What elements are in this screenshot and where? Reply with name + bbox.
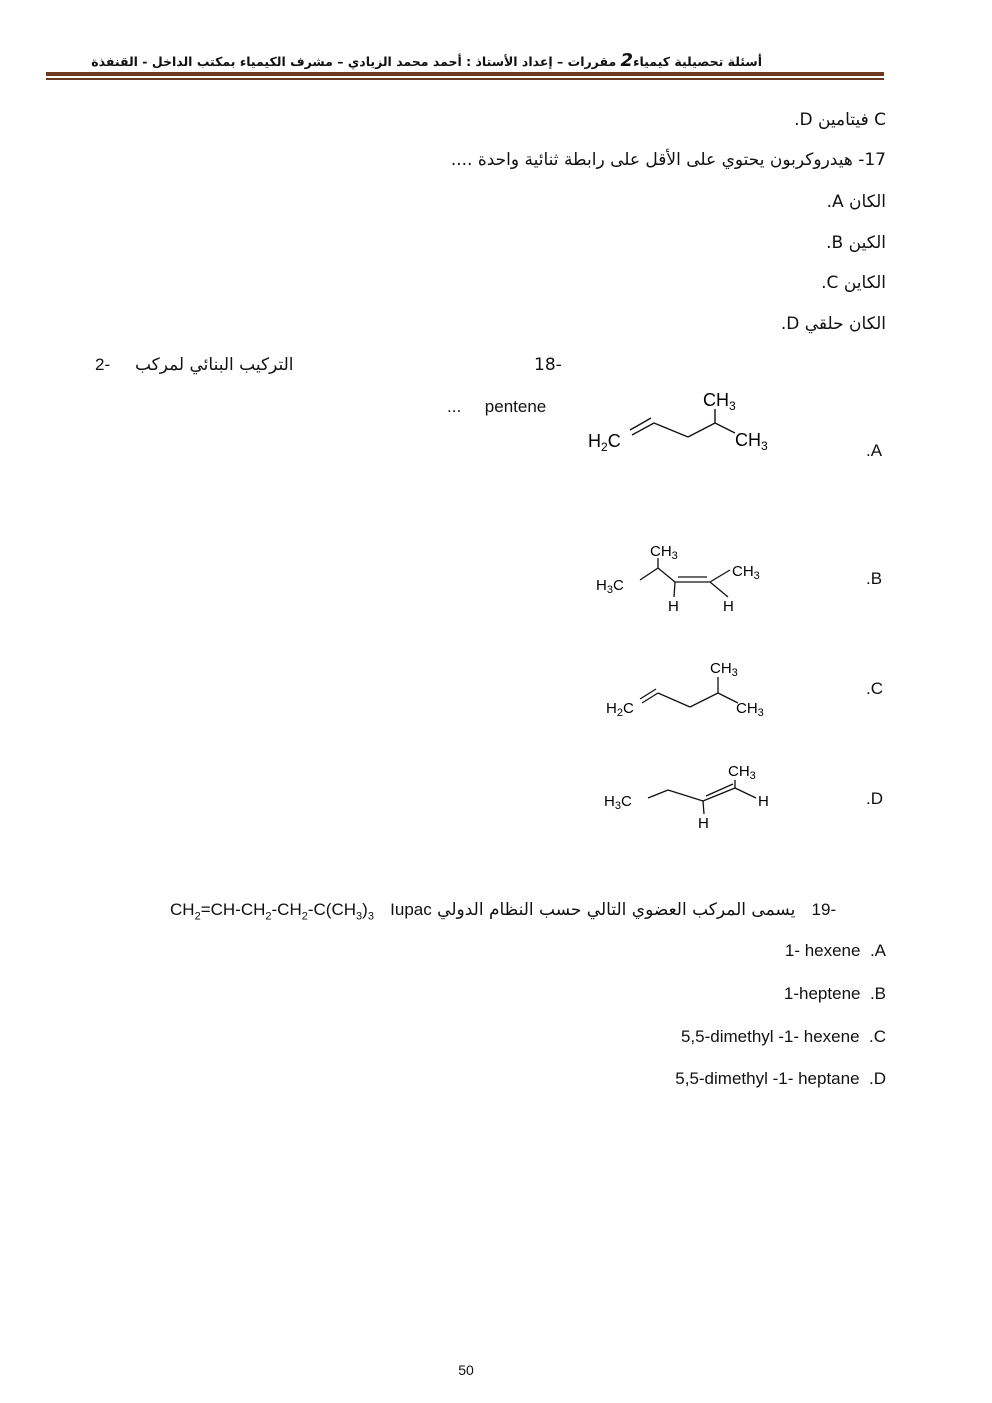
- header-rule-thick: [46, 72, 884, 76]
- header-rule-thin: [46, 78, 884, 80]
- q18-stem-ar: التركيب البنائي لمركب: [134, 355, 294, 375]
- q18-stem: [95, 355, 294, 375]
- struct-d-h-right: H: [758, 793, 769, 810]
- q18-stem-en: pentene: [484, 397, 547, 416]
- q18-ellipsis: ...: [447, 397, 462, 416]
- q18-option-c-label: .C: [866, 679, 883, 698]
- q17-option-b: .B الكين: [826, 233, 886, 253]
- q19-number: 19-: [811, 900, 837, 919]
- q19-iupac: Iupac: [390, 900, 432, 919]
- header-text-after: مقررات – إعداد الأستاذ : أحمد محمد الزيادي – مشرف الكيمياء بمكتب الداخل - القنفذة: [91, 54, 621, 69]
- q19-stem: [170, 900, 836, 922]
- struct-d-h-bottom: H: [698, 815, 709, 832]
- page-number: 50: [458, 1362, 474, 1378]
- q18-stem-prefix: 2-: [95, 355, 111, 374]
- q18-number: 18-: [534, 355, 562, 375]
- q16-option-d: .D فيتامين C: [794, 110, 886, 130]
- struct-a-ch3-top: $CH_3$: [703, 390, 736, 413]
- struct-b-ch3-right: $CH_3$: [732, 563, 760, 582]
- q18-stem-en-line: [447, 397, 546, 417]
- struct-b-ch3-top: $CH_3$: [650, 543, 678, 562]
- q17-option-d: .D الكان حلقي: [780, 314, 886, 334]
- struct-a-h2c: $H_2C$: [588, 431, 621, 454]
- struct-c-h2c: $H_2C$: [606, 700, 634, 719]
- struct-c-ch3-right: $CH_3$: [736, 700, 764, 719]
- q18-structure-a: [580, 385, 790, 460]
- struct-d-ch3-top: $CH_3$: [728, 763, 756, 782]
- struct-a-ch3-right: $CH_3$: [735, 430, 768, 453]
- q19-formula: $CH_2=CH-CH_2-CH_2-C(CH_3)_3$: [170, 900, 374, 923]
- q19-option-d: 5,5-dimethyl -1- heptane .D: [675, 1069, 886, 1088]
- header-number: 2: [620, 50, 634, 71]
- page-header: [40, 50, 762, 71]
- q18-option-d-label: .D: [866, 789, 883, 808]
- struct-b-h3c: $H_3C$: [596, 577, 624, 596]
- struct-b-h-right: H: [723, 598, 734, 615]
- struct-c-ch3-top: $CH_3$: [710, 660, 738, 679]
- q18-option-b-label: .B: [866, 569, 883, 588]
- q17-option-c: .C الكاين: [821, 273, 886, 293]
- q18-option-a-label: .A: [866, 441, 883, 460]
- q18-structure-b: [590, 538, 790, 620]
- q19-option-b: 1-heptene .B: [783, 984, 886, 1003]
- struct-d-h3c: $H_3C$: [604, 793, 632, 812]
- q17-stem: 17- هيدروكربون يحتوي على الأقل على رابطة ثنائية واحدة ....: [450, 150, 886, 170]
- q18-structure-c: [600, 655, 790, 725]
- q19-stem-ar: يسمى المركب العضوي التالي حسب النظام الدولي: [437, 900, 796, 920]
- q19-option-c: 5,5-dimethyl -1- hexene .C: [680, 1027, 886, 1046]
- q17-option-a: .A الكان: [826, 192, 886, 212]
- q19-option-a: 1- hexene .A: [784, 941, 886, 960]
- q18-structure-d: [598, 758, 788, 833]
- struct-b-h-left: H: [668, 598, 679, 615]
- header-text-before: أسئلة تحصيلية كيمياء: [633, 54, 762, 69]
